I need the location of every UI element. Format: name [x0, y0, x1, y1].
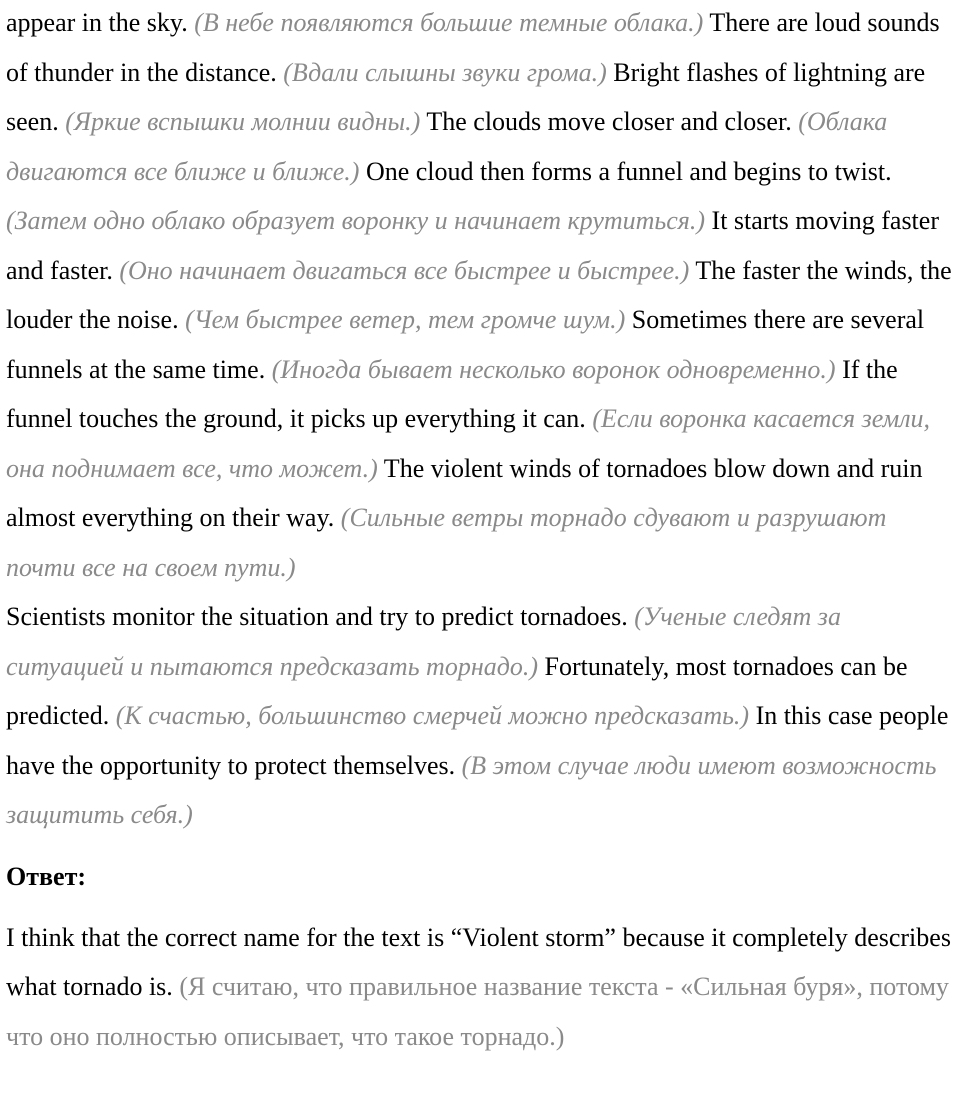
english-sentence: I think that the correct name for the text is “Violent storm” because it completely describes what tornado is.: [6, 922, 951, 1001]
english-sentence: The clouds move closer and closer.: [420, 107, 799, 136]
russian-translation: (Чем быстрее ветер, тем громче шум.): [185, 305, 626, 334]
russian-translation: (Если воронка касается земли, она поднимает все, что может.): [6, 404, 931, 483]
english-sentence: The violent winds of tornadoes blow down and ruin almost everything on their way.: [6, 453, 923, 532]
english-sentence: The faster the winds, the louder the noise.: [6, 255, 952, 334]
russian-translation: (Иногда бывает несколько воронок одновременно.): [271, 354, 836, 384]
answer-heading: Ответ:: [6, 861, 87, 891]
russian-translation: (В небе появляются большие темные облака.): [194, 8, 704, 37]
english-sentence: Sometimes there are several funnels at the same time.: [6, 305, 925, 384]
paragraph-answer: [6, 913, 960, 1062]
russian-translation: (Облака двигаются все ближе и ближе.): [6, 107, 888, 186]
russian-translation: (Затем одно облако образует воронку и начинает крутиться.): [6, 206, 706, 235]
russian-translation: (Оно начинает двигаться все быстрее и быстрее.): [119, 255, 690, 285]
english-sentence: Scientists monitor the situation and try to predict tornadoes.: [6, 602, 635, 631]
english-sentence: Bright flashes of lightning are seen.: [6, 57, 926, 136]
paragraph-prediction: [6, 592, 960, 840]
english-sentence: There are loud sounds of thunder in the distance.: [6, 8, 940, 87]
english-sentence: appear in the sky.: [6, 8, 195, 37]
russian-translation: (Ученые следят за ситуацией и пытаются предсказать торнадо.): [6, 602, 841, 681]
russian-translation: (К счастью, большинство смерчей можно предсказать.): [115, 701, 750, 730]
english-sentence: One cloud then forms a funnel and begins to twist.: [359, 156, 892, 186]
english-sentence: Fortunately, most tornadoes can be predicted.: [6, 651, 908, 730]
english-sentence: If the funnel touches the ground, it picks up everything it can.: [6, 354, 898, 433]
russian-translation: (В этом случае люди имеют возможность защитить себя.): [6, 750, 937, 829]
russian-translation: (Яркие вспышки молнии видны.): [65, 107, 421, 136]
english-sentence: It starts moving faster and faster.: [6, 206, 939, 285]
russian-translation: (Вдали слышны звуки грома.): [283, 57, 607, 87]
russian-translation: (Я считаю, что правильное название текста - «Сильная буря», потому что оно полностью описывает, что такое торнадо.): [6, 972, 949, 1051]
paragraph-tornado-description: [6, 0, 960, 592]
russian-translation: (Сильные ветры торнадо сдувают и разрушают почти все на своем пути.): [6, 503, 887, 582]
english-sentence: In this case people have the opportunity to protect themselves.: [6, 701, 949, 780]
